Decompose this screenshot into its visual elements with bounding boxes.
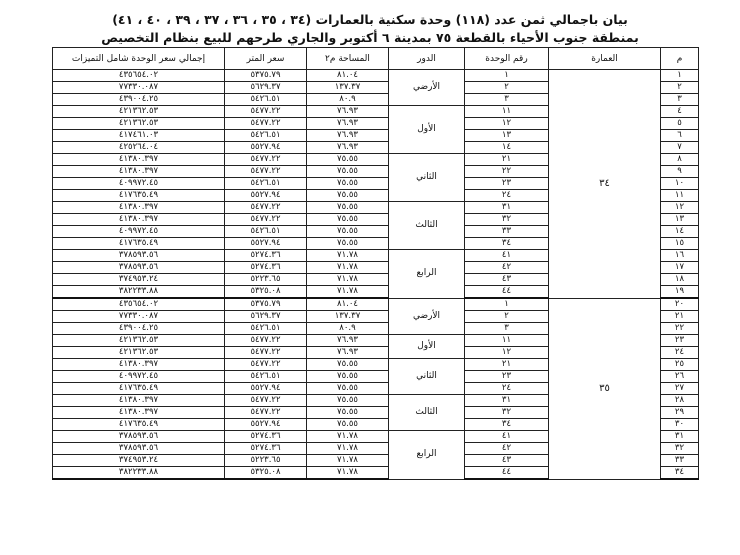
unit-number-cell: ٢٣	[465, 178, 549, 190]
unit-number-cell: ٤٤	[465, 286, 549, 299]
floor-cell: الأرضي	[389, 298, 465, 335]
row-number-cell: ١٣	[661, 214, 699, 226]
area-cell: ٧١.٧٨	[307, 467, 389, 480]
unit-number-cell: ٢٣	[465, 371, 549, 383]
total-price-cell: ٤١٣٨٠.٣٩٧	[53, 202, 225, 214]
row-number-cell: ٢٣	[661, 335, 699, 347]
table-row	[53, 70, 699, 82]
header-floor: الدور	[389, 48, 465, 70]
total-price-cell: ٤٣٩٠٠٤.٢٥	[53, 323, 225, 335]
price-per-meter-cell: ٥٤٧٧.٢٢	[225, 335, 307, 347]
total-price-cell: ٤٠٩٩٧٢.٤٥	[53, 371, 225, 383]
price-per-meter-cell: ٥٤٧٧.٢٢	[225, 359, 307, 371]
header-building: العمارة	[549, 48, 661, 70]
table-header-row	[53, 48, 699, 70]
area-cell: ٧٥.٥٥	[307, 359, 389, 371]
area-cell: ٨٠.٩	[307, 323, 389, 335]
row-number-cell: ٢٩	[661, 407, 699, 419]
unit-number-cell: ٣٢	[465, 214, 549, 226]
row-number-cell: ٢٦	[661, 371, 699, 383]
unit-number-cell: ٣	[465, 323, 549, 335]
price-per-meter-cell: ٥٤٧٧.٢٢	[225, 106, 307, 118]
row-number-cell: ٧	[661, 142, 699, 154]
row-number-cell: ١٠	[661, 178, 699, 190]
area-cell: ٧١.٧٨	[307, 431, 389, 443]
area-cell: ٧١.٧٨	[307, 262, 389, 274]
area-cell: ٧٥.٥٥	[307, 214, 389, 226]
floor-cell: الأرضي	[389, 70, 465, 106]
area-cell: ٧٦.٩٣	[307, 347, 389, 359]
building-cell: ٣٤	[549, 70, 661, 299]
unit-number-cell: ١٤	[465, 142, 549, 154]
total-price-cell: ٣٧٨٥٩٣.٥٦	[53, 431, 225, 443]
price-per-meter-cell: ٥٤٢٦.٥١	[225, 94, 307, 106]
unit-number-cell: ٢	[465, 311, 549, 323]
area-cell: ٧٥.٥٥	[307, 383, 389, 395]
area-cell: ٧٦.٩٣	[307, 335, 389, 347]
total-price-cell: ٤١٣٨٠.٣٩٧	[53, 395, 225, 407]
area-cell: ٨١.٠٤	[307, 298, 389, 311]
unit-number-cell: ١٣	[465, 130, 549, 142]
row-number-cell: ٣٤	[661, 467, 699, 480]
row-number-cell: ٨	[661, 154, 699, 166]
row-number-cell: ٦	[661, 130, 699, 142]
header-m: م	[661, 48, 699, 70]
row-number-cell: ٣١	[661, 431, 699, 443]
price-per-meter-cell: ٥٤٧٧.٢٢	[225, 202, 307, 214]
total-price-cell: ٣٨٢٢٣٣.٨٨	[53, 286, 225, 299]
price-per-meter-cell: ٥٤٧٧.٢٢	[225, 407, 307, 419]
area-cell: ٧٦.٩٣	[307, 106, 389, 118]
row-number-cell: ١٨	[661, 274, 699, 286]
table-row	[53, 298, 699, 311]
total-price-cell: ٣٧٤٩٥٣.٢٤	[53, 455, 225, 467]
total-price-cell: ٤١٧٦٣٥.٤٩	[53, 419, 225, 431]
total-price-cell: ٤١٣٨٠.٣٩٧	[53, 154, 225, 166]
area-cell: ٧٦.٩٣	[307, 118, 389, 130]
total-price-cell: ٧٧٣٣٠.٠٨٧	[53, 82, 225, 94]
building-cell: ٣٥	[549, 298, 661, 479]
price-per-meter-cell: ٥٦٢٩.٣٧	[225, 311, 307, 323]
row-number-cell: ٤	[661, 106, 699, 118]
area-cell: ٧٥.٥٥	[307, 371, 389, 383]
price-per-meter-cell: ٥٣٢٥.٠٨	[225, 286, 307, 299]
total-price-cell: ٧٧٣٣٠.٠٨٧	[53, 311, 225, 323]
unit-number-cell: ٢١	[465, 359, 549, 371]
row-number-cell: ١٥	[661, 238, 699, 250]
area-cell: ٧٥.٥٥	[307, 202, 389, 214]
row-number-cell: ١٢	[661, 202, 699, 214]
total-price-cell: ٤٢١٣٦٢.٥٣	[53, 347, 225, 359]
area-cell: ٧١.٧٨	[307, 455, 389, 467]
area-cell: ١٣٧.٣٧	[307, 82, 389, 94]
total-price-cell: ٣٧٨٥٩٣.٥٦	[53, 250, 225, 262]
price-per-meter-cell: ٥٦٢٩.٣٧	[225, 82, 307, 94]
floor-cell: الرابع	[389, 250, 465, 299]
document-title: بيان باجمالي ثمن عدد (١١٨) وحدة سكنية بالعمارات (٣٤ ، ٣٥ ، ٣٦ ، ٣٧ ، ٣٩ ، ٤٠ ، ٤١)	[112, 12, 628, 27]
row-number-cell: ٣٣	[661, 455, 699, 467]
area-cell: ٧٦.٩٣	[307, 142, 389, 154]
row-number-cell: ٣٢	[661, 443, 699, 455]
total-price-cell: ٣٧٨٥٩٣.٥٦	[53, 262, 225, 274]
price-per-meter-cell: ٥٤٢٦.٥١	[225, 323, 307, 335]
row-number-cell: ٢١	[661, 311, 699, 323]
row-number-cell: ١١	[661, 190, 699, 202]
unit-number-cell: ١٢	[465, 347, 549, 359]
floor-cell: الأول	[389, 106, 465, 154]
total-price-cell: ٤١٣٨٠.٣٩٧	[53, 214, 225, 226]
row-number-cell: ٩	[661, 166, 699, 178]
total-price-cell: ٤٠٩٩٧٢.٤٥	[53, 178, 225, 190]
total-price-cell: ٤٣٥٦٥٤.٠٢	[53, 298, 225, 311]
total-price-cell: ٤١٣٨٠.٣٩٧	[53, 359, 225, 371]
price-per-meter-cell: ٥٢٧٤.٣٦	[225, 431, 307, 443]
total-price-cell: ٤٣٩٠٠٤.٢٥	[53, 94, 225, 106]
total-price-cell: ٤١٧٦٣٥.٤٩	[53, 238, 225, 250]
unit-number-cell: ٤٢	[465, 443, 549, 455]
total-price-cell: ٤١٧٤٦١.٠٣	[53, 130, 225, 142]
area-cell: ٧١.٧٨	[307, 286, 389, 299]
total-price-cell: ٤٢٥٢٦٤.٠٤	[53, 142, 225, 154]
area-cell: ٧١.٧٨	[307, 274, 389, 286]
total-price-cell: ٤٣٥٦٥٤.٠٢	[53, 70, 225, 82]
area-cell: ٨١.٠٤	[307, 70, 389, 82]
floor-cell: الثالث	[389, 395, 465, 431]
total-price-cell: ٤٢١٣٦٢.٥٣	[53, 335, 225, 347]
header-area: المساحة م٢	[307, 48, 389, 70]
header-price-per-meter: سعر المتر	[225, 48, 307, 70]
price-per-meter-cell: ٥٢٧٤.٣٦	[225, 443, 307, 455]
floor-cell: الثالث	[389, 202, 465, 250]
area-cell: ٧١.٧٨	[307, 443, 389, 455]
floor-cell: الأول	[389, 335, 465, 359]
unit-number-cell: ٤٤	[465, 467, 549, 480]
unit-number-cell: ٣١	[465, 395, 549, 407]
area-cell: ٨٠.٩	[307, 94, 389, 106]
floor-cell: الرابع	[389, 431, 465, 480]
price-per-meter-cell: ٥٤٧٧.٢٢	[225, 214, 307, 226]
row-number-cell: ١٧	[661, 262, 699, 274]
price-per-meter-cell: ٥٤٧٧.٢٢	[225, 395, 307, 407]
total-price-cell: ٤١٧٦٣٥.٤٩	[53, 190, 225, 202]
price-per-meter-cell: ٥٢٢٣.٦٥	[225, 455, 307, 467]
table-body	[53, 70, 699, 480]
document-subtitle: بمنطقة جنوب الأحياء بالقطعة ٧٥ بمدينة ٦ أكتوبر والجاري طرحهم للبيع بنظام التخصيص	[101, 30, 639, 45]
price-per-meter-cell: ٥٤٧٧.٢٢	[225, 166, 307, 178]
total-price-cell: ٤٢١٣٦٢.٥٣	[53, 106, 225, 118]
area-cell: ٧٥.٥٥	[307, 238, 389, 250]
row-number-cell: ٢٠	[661, 298, 699, 311]
total-price-cell: ٣٨٢٢٣٣.٨٨	[53, 467, 225, 480]
area-cell: ٧٥.٥٥	[307, 190, 389, 202]
row-number-cell: ٣	[661, 94, 699, 106]
unit-number-cell: ٣١	[465, 202, 549, 214]
price-per-meter-cell: ٥٤٧٧.٢٢	[225, 347, 307, 359]
price-per-meter-cell: ٥٤٧٧.٢٢	[225, 154, 307, 166]
unit-number-cell: ٢٤	[465, 190, 549, 202]
unit-number-cell: ٤١	[465, 431, 549, 443]
floor-cell: الثاني	[389, 154, 465, 202]
unit-number-cell: ١	[465, 70, 549, 82]
row-number-cell: ٢٢	[661, 323, 699, 335]
unit-number-cell: ٣٤	[465, 238, 549, 250]
row-number-cell: ١٩	[661, 286, 699, 299]
unit-number-cell: ٢٢	[465, 166, 549, 178]
header-unit: رقم الوحدة	[465, 48, 549, 70]
total-price-cell: ٤١٣٨٠.٣٩٧	[53, 407, 225, 419]
area-cell: ٧٥.٥٥	[307, 166, 389, 178]
row-number-cell: ١	[661, 70, 699, 82]
unit-number-cell: ١١	[465, 335, 549, 347]
area-cell: ٧٥.٥٥	[307, 407, 389, 419]
price-per-meter-cell: ٥٥٢٧.٩٤	[225, 142, 307, 154]
row-number-cell: ٣٠	[661, 419, 699, 431]
row-number-cell: ٢٨	[661, 395, 699, 407]
total-price-cell: ٤١٣٨٠.٣٩٧	[53, 166, 225, 178]
price-per-meter-cell: ٥٢٢٣.٦٥	[225, 274, 307, 286]
unit-number-cell: ٤٣	[465, 455, 549, 467]
unit-number-cell: ٣	[465, 94, 549, 106]
price-per-meter-cell: ٥٥٢٧.٩٤	[225, 419, 307, 431]
area-cell: ٧٥.٥٥	[307, 226, 389, 238]
row-number-cell: ٢	[661, 82, 699, 94]
unit-number-cell: ٣٣	[465, 226, 549, 238]
area-cell: ٧٥.٥٥	[307, 395, 389, 407]
price-per-meter-cell: ٥٢٧٤.٣٦	[225, 250, 307, 262]
price-per-meter-cell: ٥٤٢٦.٥١	[225, 226, 307, 238]
area-cell: ١٣٧.٣٧	[307, 311, 389, 323]
unit-number-cell: ١	[465, 298, 549, 311]
unit-number-cell: ٢٤	[465, 383, 549, 395]
price-per-meter-cell: ٥٥٢٧.٩٤	[225, 238, 307, 250]
area-cell: ٧٥.٥٥	[307, 154, 389, 166]
unit-number-cell: ٢١	[465, 154, 549, 166]
units-price-table	[52, 47, 699, 480]
row-number-cell: ١٦	[661, 250, 699, 262]
area-cell: ٧٥.٥٥	[307, 178, 389, 190]
unit-number-cell: ٣٢	[465, 407, 549, 419]
total-price-cell: ٤٠٩٩٧٢.٤٥	[53, 226, 225, 238]
row-number-cell: ٢٤	[661, 347, 699, 359]
total-price-cell: ٤٢١٣٦٢.٥٣	[53, 118, 225, 130]
area-cell: ٧١.٧٨	[307, 250, 389, 262]
unit-number-cell: ٢	[465, 82, 549, 94]
price-per-meter-cell: ٥٣٧٥.٧٩	[225, 70, 307, 82]
price-per-meter-cell: ٥٥٢٧.٩٤	[225, 383, 307, 395]
unit-number-cell: ٤١	[465, 250, 549, 262]
header-total-price: إجمالي سعر الوحدة شامل التميزات	[53, 48, 225, 70]
price-per-meter-cell: ٥٤٢٦.٥١	[225, 371, 307, 383]
price-per-meter-cell: ٥٤٢٦.٥١	[225, 130, 307, 142]
total-price-cell: ٣٧٤٩٥٣.٢٤	[53, 274, 225, 286]
area-cell: ٧٥.٥٥	[307, 419, 389, 431]
price-per-meter-cell: ٥٥٢٧.٩٤	[225, 190, 307, 202]
unit-number-cell: ١٢	[465, 118, 549, 130]
row-number-cell: ٢٧	[661, 383, 699, 395]
unit-number-cell: ٤٢	[465, 262, 549, 274]
row-number-cell: ٥	[661, 118, 699, 130]
price-per-meter-cell: ٥٢٧٤.٣٦	[225, 262, 307, 274]
unit-number-cell: ٣٤	[465, 419, 549, 431]
row-number-cell: ١٤	[661, 226, 699, 238]
price-per-meter-cell: ٥٤٧٧.٢٢	[225, 118, 307, 130]
total-price-cell: ٤١٧٦٣٥.٤٩	[53, 383, 225, 395]
price-per-meter-cell: ٥٤٢٦.٥١	[225, 178, 307, 190]
floor-cell: الثاني	[389, 359, 465, 395]
row-number-cell: ٢٥	[661, 359, 699, 371]
total-price-cell: ٣٧٨٥٩٣.٥٦	[53, 443, 225, 455]
price-per-meter-cell: ٥٣٧٥.٧٩	[225, 298, 307, 311]
area-cell: ٧٦.٩٣	[307, 130, 389, 142]
unit-number-cell: ٤٣	[465, 274, 549, 286]
price-per-meter-cell: ٥٣٢٥.٠٨	[225, 467, 307, 480]
unit-number-cell: ١١	[465, 106, 549, 118]
